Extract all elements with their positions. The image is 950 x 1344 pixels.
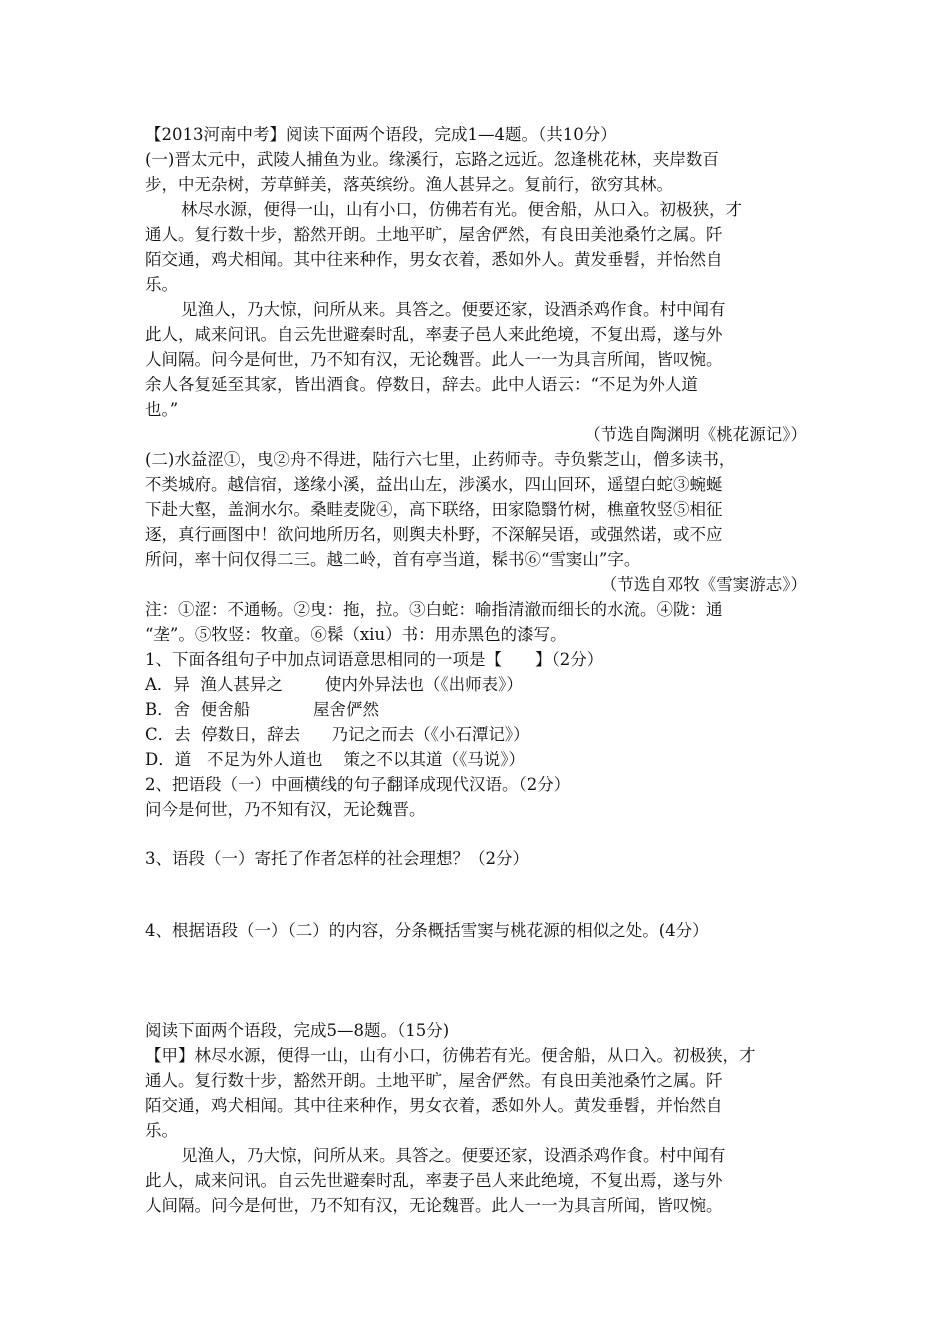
section-header: 阅读下面两个语段，完成5—8题。（15分) bbox=[145, 1021, 450, 1040]
text-line: 林尽水源，便得一山，山有小口，仿佛若有光。便舍船，从口入。初极狭，才 bbox=[181, 200, 742, 219]
text-line: 逐，真行画图中！欲问地所历名，则舆夫朴野，不深解吴语，或强然诺，或不应 bbox=[145, 525, 723, 544]
text-line: 通人。复行数十步，豁然开朗。土地平旷，屋舍俨然。有良田美池桑竹之属。阡 bbox=[145, 1071, 723, 1090]
option-b: B．舍 便舍船 屋舍俨然 bbox=[145, 700, 380, 719]
text-line: 见渔人，乃大惊，问所从来。具答之。便要还家，设酒杀鸡作食。村中闻有 bbox=[181, 300, 726, 319]
section-two bbox=[145, 1018, 807, 1218]
text-line: 陌交通，鸡犬相闻。其中往来种作，男女衣着，悉如外人。黄发垂髫，并怡然自 bbox=[145, 250, 723, 269]
text-line: 此人，咸来问讯。自云先世避秦时乱，率妻子邑人来此绝境，不复出焉，遂与外 bbox=[145, 325, 723, 344]
text-line: 此人，咸来问讯。自云先世避秦时乱，率妻子邑人来此绝境，不复出焉，遂与外 bbox=[145, 1171, 723, 1190]
text-line: 乐。 bbox=[145, 275, 178, 294]
text-line: 所问，率十问仅得二三。越二岭，首有亭当道，髹书⑥“雪窦山”字。 bbox=[145, 550, 641, 569]
text-line: 见渔人，乃大惊，问所从来。具答之。便要还家，设酒杀鸡作食。村中闻有 bbox=[181, 1146, 726, 1165]
question-4-block bbox=[145, 918, 807, 943]
section-header: 【2013河南中考】阅读下面两个语段，完成1—4题。（共10分） bbox=[145, 125, 617, 144]
text-line: 乐。 bbox=[145, 1121, 178, 1140]
text-line: 陌交通，鸡犬相闻。其中往来种作，男女衣着，悉如外人。黄发垂髫，并怡然自 bbox=[145, 1096, 723, 1115]
text-line: 也。” bbox=[145, 400, 179, 419]
question-2: 2、把语段（一）中画横线的句子翻译成现代汉语。（2分） bbox=[145, 775, 571, 794]
option-c: C．去 停数日，辞去 乃记之而去（《小石潭记》） bbox=[145, 725, 530, 744]
text-line: 【甲】林尽水源，便得一山，山有小口，彷佛若有光。便舍船，从口入。初极狭，才 bbox=[145, 1046, 756, 1065]
question-2-sentence: 问今是何世，乃不知有汉，无论魏晋。 bbox=[145, 800, 426, 819]
question-3: 3、语段（一）寄托了作者怎样的社会理想？（2分） bbox=[145, 849, 529, 868]
notes-line: “垄”。⑤牧竖：牧童。⑥髹（xiu）书：用赤黑色的漆写。 bbox=[145, 625, 567, 644]
option-d: D．道 不足为外人道也 策之不以其道（《马说》） bbox=[145, 750, 525, 769]
option-a: A．异 渔人甚异之 使内外异法也（《出师表》） bbox=[145, 675, 523, 694]
text-line: 人间隔。问今是何世，乃不知有汉，无论魏晋。此人一一为具言所闻，皆叹惋。 bbox=[145, 1196, 723, 1215]
text-line: 不类城府。越信宿，遂缘小溪，益出山左，涉溪水，四山回环，遥望白蛇③蜿蜒 bbox=[145, 475, 723, 494]
text-line: (二)水益涩①，曳②舟不得进，陆行六七里，止药师寺。寺负紫芝山，僧多读书， bbox=[145, 450, 736, 469]
question-4: 4、根据语段（一）（二）的内容，分条概括雪窦与桃花源的相似之处。(4分） bbox=[145, 921, 709, 940]
text-line: 步，中无杂树，芳草鲜美，落英缤纷。渔人甚异之。复前行，欲穷其林。 bbox=[145, 175, 673, 194]
question-1: 1、下面各组句子中加点词语意思相同的一项是【 】（2分） bbox=[145, 650, 604, 669]
source-citation: （节选自陶渊明《桃花源记》） bbox=[584, 425, 807, 444]
text-line: 通人。复行数十步，豁然开朗。土地平旷，屋舍俨然，有良田美池桑竹之属。阡 bbox=[145, 225, 723, 244]
source-citation: （节选自邓牧《雪窦游志》） bbox=[600, 575, 807, 594]
text-line: 下赴大壑，盖涧水尔。桑畦麦陇④，高下联络，田家隐翳竹树，樵童牧竖⑤相征 bbox=[145, 500, 723, 519]
notes-line: 注：①涩：不通畅。②曳：拖，拉。③白蛇：喻指清澈而细长的水流。④陇：通 bbox=[145, 600, 723, 619]
text-line: (一)晋太元中，武陵人捕鱼为业。缘溪行，忘路之远近。忽逢桃花林，夹岸数百 bbox=[145, 150, 719, 169]
section-one bbox=[145, 122, 807, 822]
question-3-block bbox=[145, 846, 807, 871]
text-line: 人间隔。问今是何世，乃不知有汉，无论魏晋。此人一一为具言所闻，皆叹惋。 bbox=[145, 350, 723, 369]
text-line: 余人各复延至其家，皆出酒食。停数日，辞去。此中人语云：“不足为外人道 bbox=[145, 375, 698, 394]
